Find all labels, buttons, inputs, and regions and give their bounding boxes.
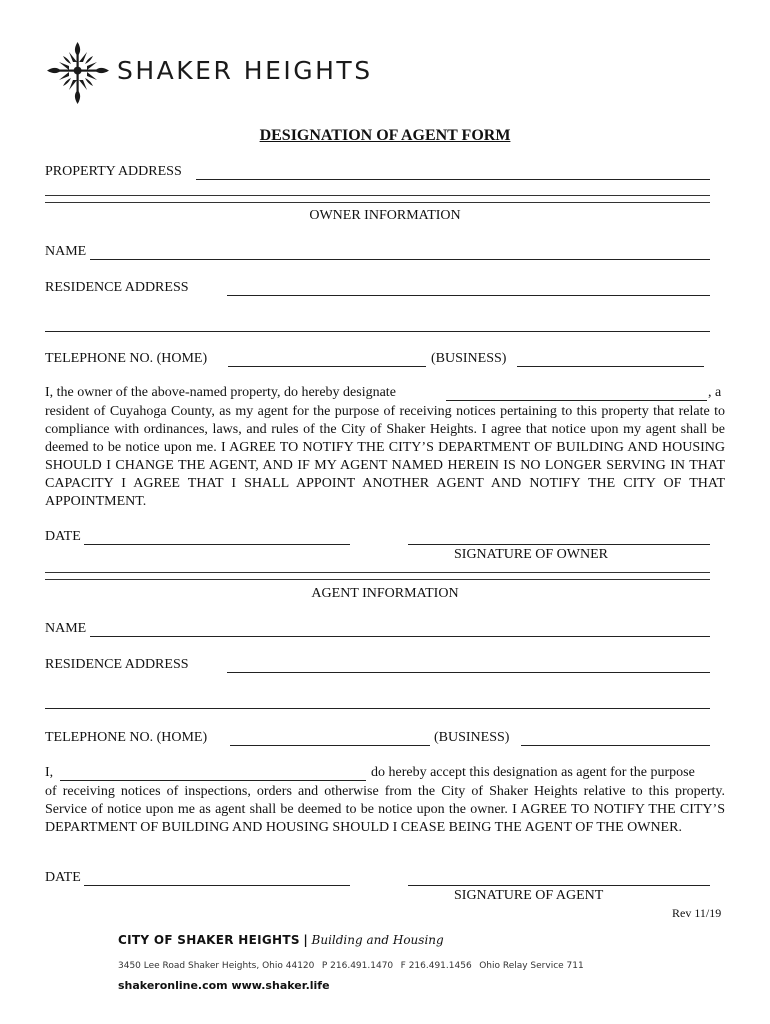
footer-department: Building and Housing xyxy=(311,933,444,947)
owner-residence-field[interactable] xyxy=(227,295,710,296)
agent-statement-body: of receiving notices of inspections, orders and otherwise from the City of Shaker Heights relative to this property. Service of notice upon me as agent shall be deemed to be notice upon the owner. I AGREE TO NOTIFY THE CITY’S DEPARTMENT OF BUILDING AND HOUSING SHOULD I CEASE BEING THE AGENT OF THE OWNER. xyxy=(45,784,725,835)
footer-separator: | xyxy=(303,933,309,947)
owner-telephone-home-label: TELEPHONE NO. (HOME) xyxy=(45,351,208,366)
owner-residence-label: RESIDENCE ADDRESS xyxy=(45,280,189,295)
city-name-logo-text: SHAKER HEIGHTS xyxy=(117,56,373,85)
agent-statement-first: do hereby accept this designation as agent for the purpose xyxy=(371,765,695,780)
designated-agent-field[interactable] xyxy=(446,400,707,401)
owner-telephone-business-field[interactable] xyxy=(517,366,704,367)
agent-residence-field-line-2[interactable] xyxy=(45,708,710,709)
footer-phone: P 216.491.1470 xyxy=(321,961,394,971)
footer-address: 3450 Lee Road Shaker Heights, Ohio 44120 xyxy=(118,961,315,971)
owner-statement-intro: I, the owner of the above-named property, do hereby designate xyxy=(45,385,396,400)
agent-signature-label: SIGNATURE OF AGENT xyxy=(454,888,604,903)
agent-name-field[interactable] xyxy=(90,636,710,637)
owner-date-field[interactable] xyxy=(84,544,350,545)
agent-signature-field[interactable] xyxy=(408,885,710,886)
agent-telephone-home-label: TELEPHONE NO. (HOME) xyxy=(45,730,208,745)
agent-telephone-business-label: (BUSINESS) xyxy=(434,730,510,745)
agent-name-accept-field[interactable] xyxy=(60,780,366,781)
owner-signature-label: SIGNATURE OF OWNER xyxy=(454,547,608,562)
owner-residence-field-line-2[interactable] xyxy=(45,331,710,332)
agent-name-label: NAME xyxy=(45,621,87,636)
footer-fax: F 216.491.1456 xyxy=(400,961,472,971)
owner-statement-a: , a xyxy=(708,385,722,400)
agent-date-label: DATE xyxy=(45,870,81,885)
agent-statement-i: I, xyxy=(45,765,54,780)
owner-telephone-business-label: (BUSINESS) xyxy=(431,351,507,366)
owner-name-field[interactable] xyxy=(90,259,710,260)
form-title: DESIGNATION OF AGENT FORM xyxy=(259,127,511,144)
footer xyxy=(118,933,638,994)
section-divider xyxy=(45,572,710,580)
revision-label: Rev 11/19 xyxy=(672,906,722,920)
owner-information-heading: OWNER INFORMATION xyxy=(309,208,461,223)
owner-name-label: NAME xyxy=(45,244,87,259)
footer-relay: Ohio Relay Service 711 xyxy=(479,961,584,971)
city-logo xyxy=(47,40,387,106)
owner-signature-field[interactable] xyxy=(408,544,710,545)
owner-telephone-home-field[interactable] xyxy=(228,366,426,367)
owner-statement-body: resident of Cuyahoga County, as my agent for the purpose of receiving notices pertaining to this property that relate to compliance with ordinances, laws, and rules of the City of Shaker Heights. I agree that notice upon my agent shall be deemed to be notice upon me. I AGREE TO NOTIFY THE CITY’S DEPARTMENT OF BUILDING AND HOUSING SHOULD I CHANGE THE AGENT, AND IF MY AGENT NAMED HEREIN IS NO LONGER SERVING IN THAT CAPACITY I AGREE THAT I SHALL APPOINT ANOTHER AGENT AND NOTIFY THE CITY OF THAT APPOINTMENT. xyxy=(45,404,725,509)
footer-websites[interactable]: shakeronline.com www.shaker.life xyxy=(118,979,330,992)
agent-residence-field[interactable] xyxy=(227,672,710,673)
agent-date-field[interactable] xyxy=(84,885,350,886)
agent-telephone-home-field[interactable] xyxy=(230,745,430,746)
agent-residence-label: RESIDENCE ADDRESS xyxy=(45,657,189,672)
snowflake-leaf-icon xyxy=(47,40,109,106)
footer-city-name: CITY OF SHAKER HEIGHTS xyxy=(118,933,300,947)
agent-telephone-business-field[interactable] xyxy=(521,745,710,746)
agent-information-heading: AGENT INFORMATION xyxy=(311,586,459,601)
property-address-field[interactable] xyxy=(196,179,710,180)
property-address-label: PROPERTY ADDRESS xyxy=(45,164,182,179)
section-divider xyxy=(45,195,710,203)
owner-date-label: DATE xyxy=(45,529,81,544)
